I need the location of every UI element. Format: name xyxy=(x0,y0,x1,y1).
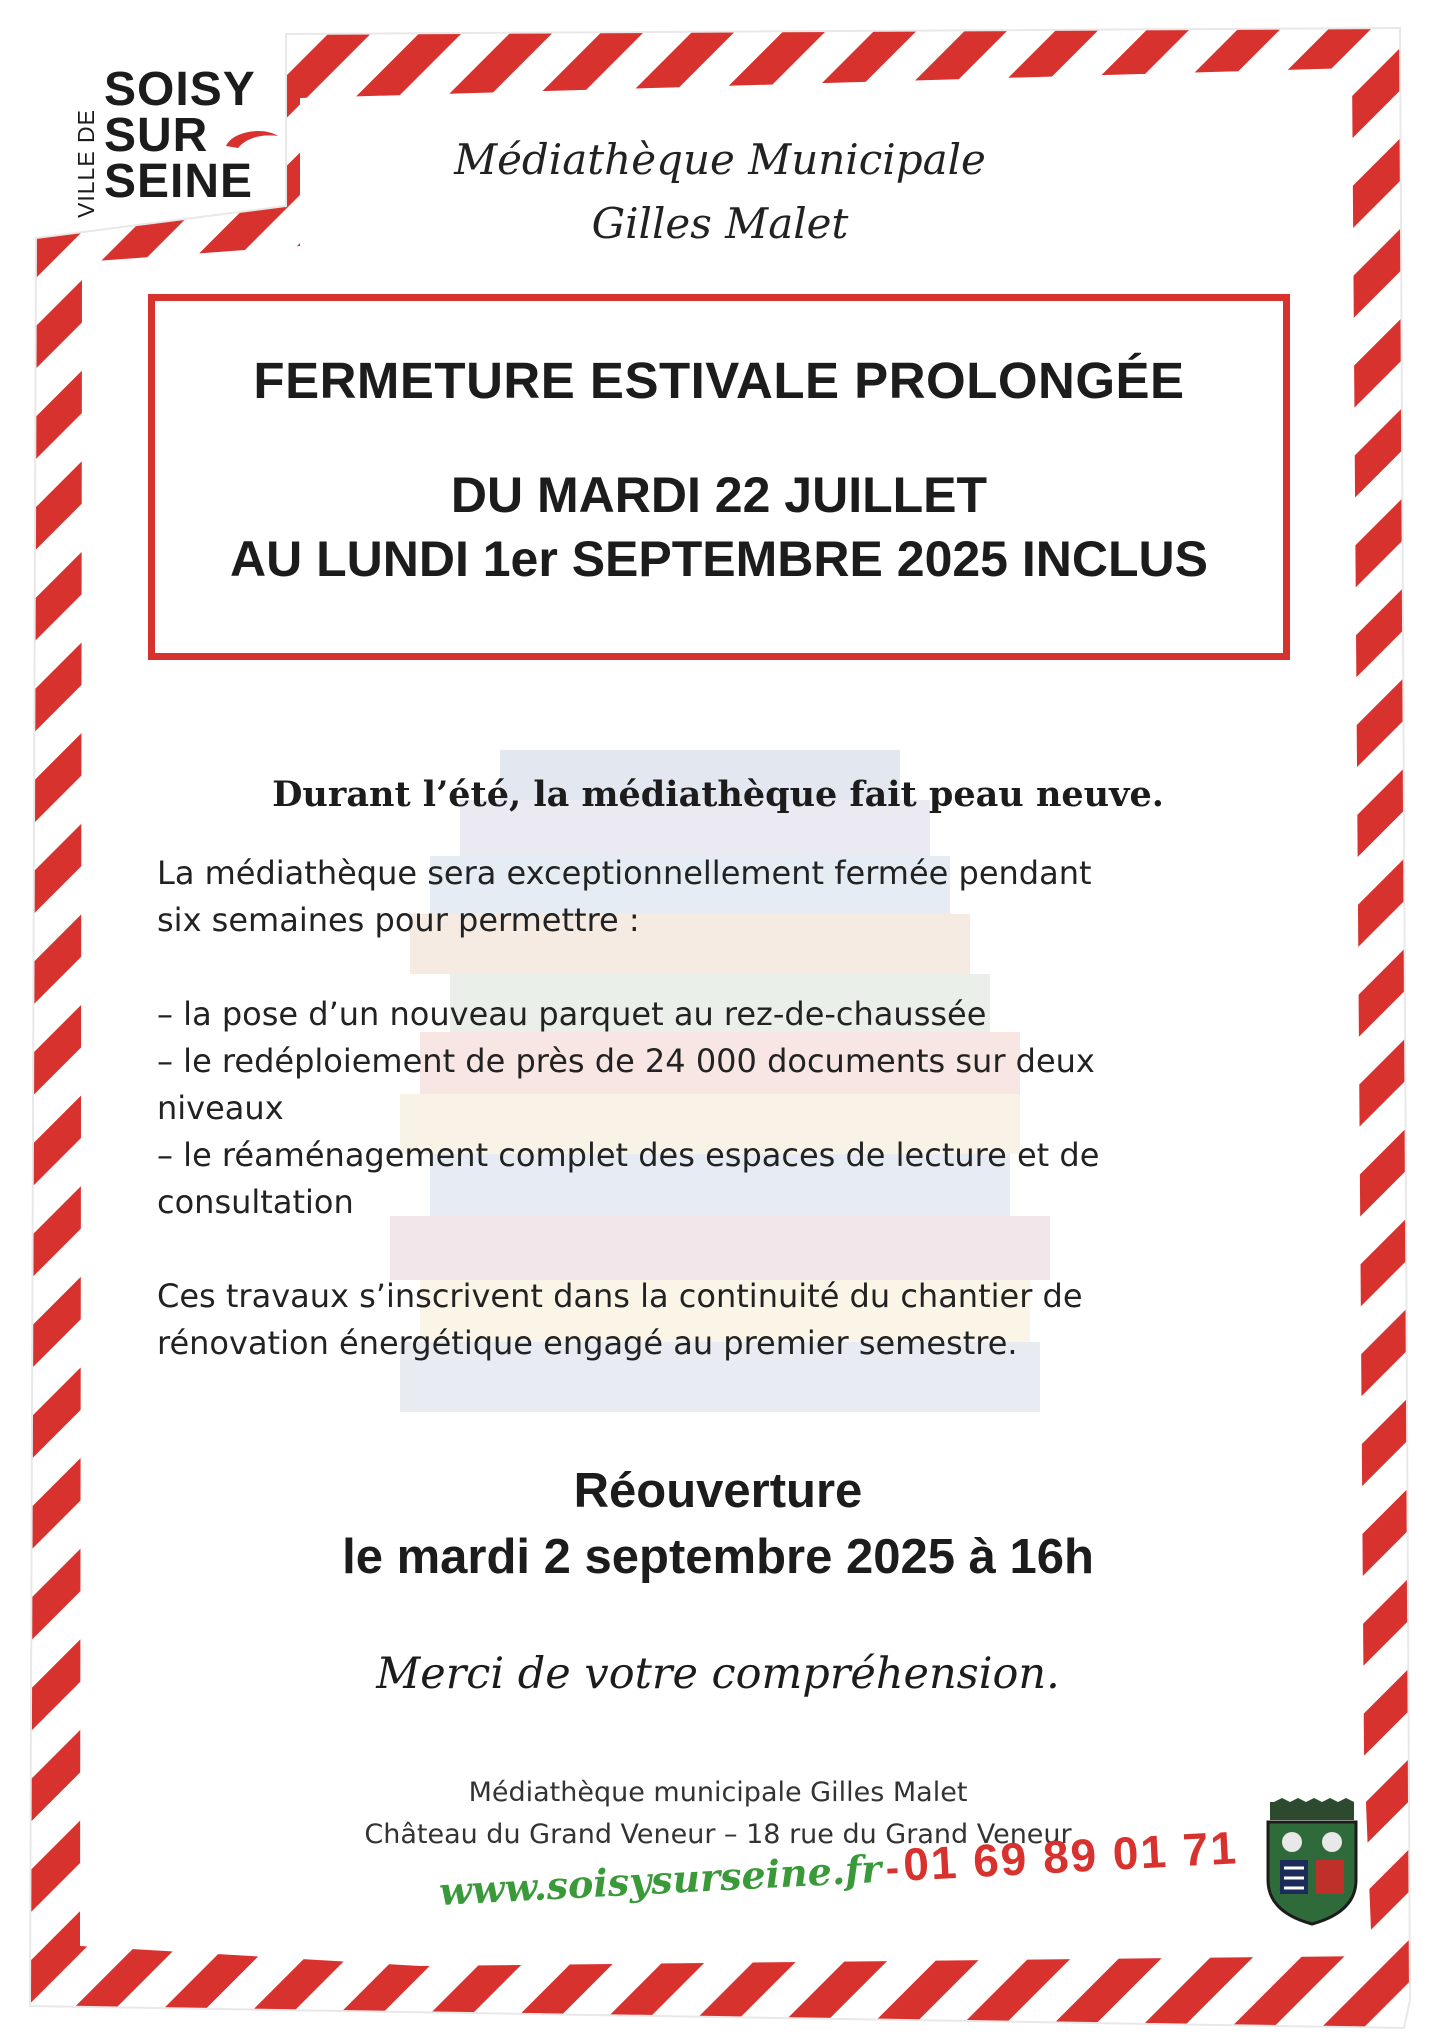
title-line-1: Médiathèque Municipale xyxy=(454,135,986,184)
city-crest-icon xyxy=(1262,1798,1362,1926)
works-line-2: rénovation énergétique engagé au premier semestre. xyxy=(157,1324,1018,1362)
phone-number[interactable]: 01 69 89 01 71 xyxy=(901,1821,1240,1891)
logo-seine: SEINE xyxy=(104,155,254,208)
bullet-3-line-1: – le réaménagement complet des espaces de lecture et de xyxy=(157,1136,1100,1174)
logo-ville-de: VILLE DE xyxy=(73,109,99,218)
city-logo xyxy=(62,63,292,226)
logo-sur: SUR xyxy=(104,109,209,162)
dates-line-2: AU LUNDI 1er SEPTEMBRE 2025 INCLUS xyxy=(229,531,1208,587)
title-line-2: Gilles Malet xyxy=(591,199,849,248)
intro-line-2: six semaines pour permettre : xyxy=(157,901,640,939)
dates-line-1: DU MARDI 22 JUILLET xyxy=(450,467,988,523)
reopening-label: Réouverture xyxy=(573,1464,863,1518)
address-line-2: Château du Grand Veneur – 18 rue du Grand Veneur xyxy=(364,1819,1072,1850)
bullet-3-line-2: consultation xyxy=(157,1183,354,1221)
reopening-date: le mardi 2 septembre 2025 à 16h xyxy=(342,1530,1094,1584)
bullet-2-line-1: – le redéploiement de près de 24 000 documents sur deux xyxy=(157,1042,1095,1080)
logo-soisy: SOISY xyxy=(104,63,256,116)
red-swoosh-icon xyxy=(222,124,282,154)
bullet-2-line-2: niveaux xyxy=(157,1089,284,1127)
works-line-1: Ces travaux s’inscrivent dans la continuité du chantier de xyxy=(157,1277,1083,1315)
website-link[interactable]: www.soisysurseine.fr xyxy=(438,1845,883,1914)
thanks-message: Merci de votre compréhension. xyxy=(376,1649,1060,1699)
lead-sentence: Durant l’été, la médiathèque fait peau neuve. xyxy=(272,774,1164,815)
bullet-1: – la pose d’un nouveau parquet au rez-de-chaussée xyxy=(157,995,987,1033)
reopening-notice xyxy=(150,1458,1286,1590)
page-title xyxy=(300,128,1140,256)
notice-dates xyxy=(155,463,1283,591)
address-line-1: Médiathèque municipale Gilles Malet xyxy=(468,1777,968,1808)
notice-title: FERMETURE ESTIVALE PROLONGÉE xyxy=(253,352,1185,409)
closure-notice-box xyxy=(148,294,1290,660)
body-text xyxy=(157,850,1297,1367)
contact-separator: - xyxy=(884,1845,901,1891)
intro-line-1: La médiathèque sera exceptionnellement fermée pendant xyxy=(157,854,1092,892)
